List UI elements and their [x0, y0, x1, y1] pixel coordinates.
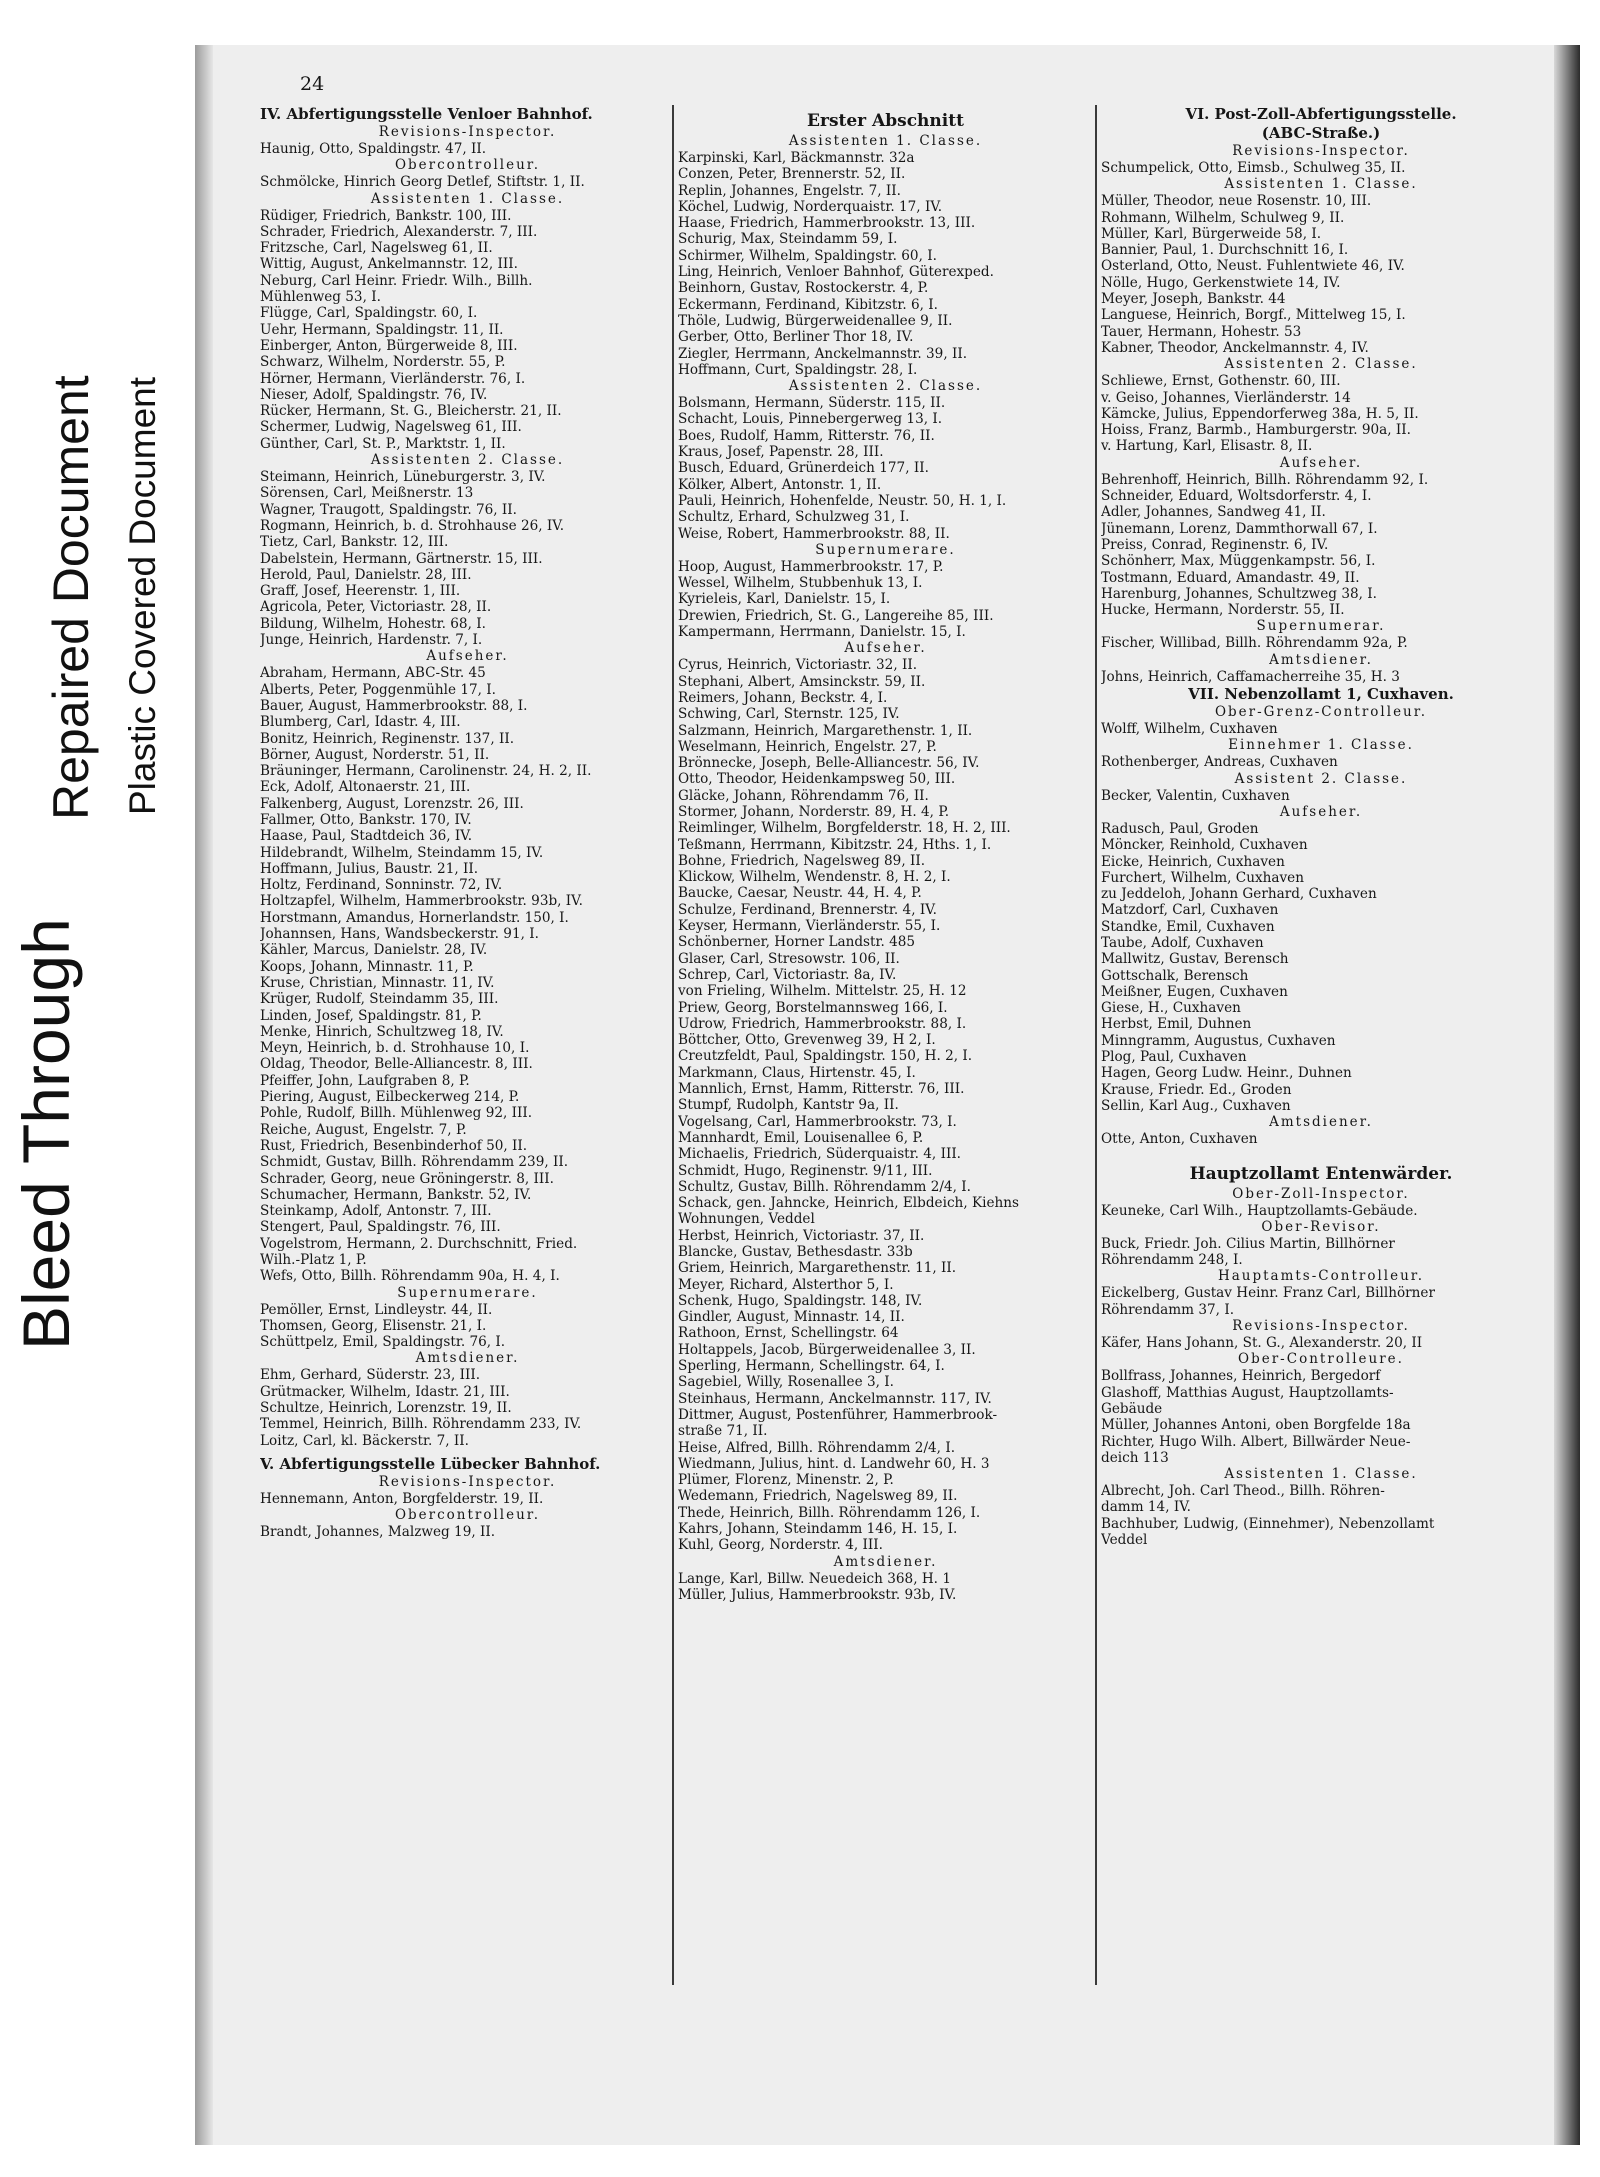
directory-entry: Jünemann, Lorenz, Dammthorwall 67, I.	[1101, 520, 1378, 537]
directory-entry: Bonitz, Heinrich, Reginenstr. 137, II.	[260, 730, 515, 747]
directory-entry: Kähler, Marcus, Danielstr. 28, IV.	[260, 942, 488, 959]
directory-entry: Kruse, Christian, Minnastr. 11, IV.	[260, 974, 495, 991]
subsection-heading: Amtsdiener.	[833, 1553, 938, 1570]
directory-entry: Otte, Anton, Cuxhaven	[1101, 1131, 1258, 1148]
directory-entry: Steimann, Heinrich, Lüneburgerstr. 3, IV.	[260, 469, 546, 486]
subsection-heading: Assistenten 2. Classe.	[788, 378, 983, 395]
directory-entry: Gebäude	[1101, 1400, 1163, 1417]
bleed-through-label: Bleed Through	[9, 918, 83, 1350]
subsection-heading: Revisions-Inspector.	[1232, 1318, 1410, 1335]
directory-entry: Klickow, Wilhelm, Wendenstr. 8, H. 2, I.	[678, 869, 951, 886]
directory-entry: Richter, Hugo Wilh. Albert, Billwärder Neue-	[1101, 1433, 1411, 1450]
directory-entry: Müller, Julius, Hammerbrookstr. 93b, IV.	[678, 1586, 957, 1603]
directory-entry: Bohne, Friedrich, Nagelsweg 89, II.	[678, 852, 926, 869]
directory-entry: Wittig, August, Ankelmannstr. 12, III.	[260, 256, 518, 273]
directory-entry: Veddel	[1101, 1532, 1148, 1548]
subsection-heading: Supernumerar.	[1256, 618, 1386, 635]
directory-entry: Sperling, Hermann, Schellingstr. 64, I.	[678, 1358, 945, 1375]
directory-entry: Blumberg, Carl, Idastr. 4, III.	[260, 714, 461, 731]
directory-entry: Eckermann, Ferdinand, Kibitzstr. 6, I.	[678, 296, 938, 313]
directory-entry: Becker, Valentin, Cuxhaven	[1101, 787, 1290, 804]
directory-entry: Graff, Josef, Heerenstr. 1, III.	[260, 583, 461, 600]
directory-entry: Flügge, Carl, Spaldingstr. 60, I.	[260, 305, 478, 322]
directory-entry: Priew, Georg, Borstelmannsweg 166, I.	[678, 999, 948, 1016]
directory-entry: Menke, Hinrich, Schultzweg 18, IV.	[260, 1023, 504, 1040]
subsection-heading: Supernumerare.	[397, 1284, 538, 1301]
directory-entry: Heise, Alfred, Billh. Röhrendamm 2/4, I.	[678, 1439, 956, 1456]
directory-entry: Schulze, Ferdinand, Brennerstr. 4, IV.	[678, 901, 937, 918]
directory-entry: Reiche, August, Engelstr. 7, P.	[260, 1121, 467, 1138]
directory-entry: Matzdorf, Carl, Cuxhaven	[1101, 902, 1279, 919]
directory-entry: Herbst, Emil, Duhnen	[1101, 1016, 1252, 1033]
directory-entry: Müller, Theodor, neue Rosenstr. 10, III.	[1101, 193, 1372, 210]
directory-entry: Schumpelick, Otto, Eimsb., Schulweg 35, II.	[1101, 160, 1406, 176]
directory-entry: Preiss, Conrad, Reginenstr. 6, IV.	[1101, 536, 1329, 553]
directory-entry: Uehr, Hermann, Spaldingstr. 11, II.	[260, 321, 504, 338]
directory-entry: Börner, August, Norderstr. 51, II.	[260, 746, 490, 763]
directory-entry: v. Hartung, Karl, Elisastr. 8, II.	[1101, 438, 1313, 455]
directory-entry: Schultze, Heinrich, Lorenzstr. 19, II.	[260, 1400, 512, 1417]
directory-entry: Conzen, Peter, Brennerstr. 52, II.	[678, 166, 906, 183]
section-heading: (ABC-Straße.)	[1261, 124, 1381, 142]
section-heading: V. Abfertigungsstelle Lübecker Bahnhof.	[260, 1454, 601, 1473]
directory-entry: Brönnecke, Joseph, Belle-Alliancestr. 56, IV.	[678, 755, 980, 772]
directory-entry: Lange, Karl, Billw. Neuedeich 368, H. 1	[678, 1570, 951, 1587]
directory-entry: Krause, Friedr. Ed., Groden	[1101, 1081, 1292, 1098]
directory-entry: Koops, Johann, Minnastr. 11, P.	[260, 958, 474, 975]
directory-entry: Blancke, Gustav, Bethesdastr. 33b	[678, 1244, 913, 1260]
subsection-heading: Assistenten 1. Classe.	[788, 133, 983, 149]
directory-entry: Hörner, Hermann, Vierländerstr. 76, I.	[260, 370, 526, 387]
directory-entry: Johns, Heinrich, Caffamacherreihe 35, H. 3	[1101, 668, 1400, 685]
subsection-heading: Supernumerare.	[815, 541, 956, 558]
directory-entry: Holtzapfel, Wilhelm, Hammerbrookstr. 93b, IV.	[260, 893, 583, 910]
directory-entry: Schliewe, Ernst, Gothenstr. 60, III.	[1101, 373, 1341, 390]
directory-entry: Hoiss, Franz, Barmb., Hamburgerstr. 90a, II.	[1101, 422, 1411, 439]
directory-entry: Rogmann, Heinrich, b. d. Strohhause 26, IV.	[260, 517, 565, 534]
directory-entry: Hoffmann, Julius, Baustr. 21, II.	[260, 860, 479, 877]
directory-entry: Wiedmann, Julius, hint. d. Landwehr 60, H. 3	[678, 1455, 990, 1472]
directory-entry: Gläcke, Johann, Röhrendamm 76, II.	[678, 787, 929, 804]
directory-entry: Kyrieleis, Karl, Danielstr. 15, I.	[678, 591, 891, 608]
title: Hauptzollamt Entenwärder.	[1189, 1163, 1453, 1184]
directory-entry: Mannlich, Ernst, Hamm, Ritterstr. 76, III.	[678, 1081, 965, 1098]
directory-entry: Harenburg, Johannes, Schultzweg 38, I.	[1101, 585, 1377, 602]
directory-entry: Giese, H., Cuxhaven	[1101, 1000, 1241, 1017]
directory-entry: Schneider, Eduard, Woltsdorferstr. 4, I.	[1101, 488, 1372, 505]
directory-entry: Böttcher, Otto, Grevenweg 39, H 2, I.	[678, 1032, 936, 1049]
directory-entry: Meyer, Richard, Alsterthor 5, I.	[678, 1276, 894, 1293]
directory-entry: Kölker, Albert, Antonstr. 1, II.	[678, 476, 882, 493]
directory-entry: Hagen, Georg Ludw. Heinr., Duhnen	[1101, 1065, 1352, 1082]
directory-entry: Piering, August, Eilbeckerweg 214, P.	[260, 1089, 520, 1106]
directory-entry: Steinkamp, Adolf, Antonstr. 7, III.	[260, 1203, 492, 1220]
directory-entry: Markmann, Claus, Hirtenstr. 45, I.	[678, 1064, 916, 1081]
section-heading: VI. Post-Zoll-Abfertigungsstelle.	[1185, 105, 1457, 123]
directory-entry: Kabner, Theodor, Anckelmannstr. 4, IV.	[1101, 339, 1369, 356]
subsection-heading: Obercontrolleur.	[394, 1507, 541, 1524]
directory-entry: Hildebrandt, Wilhelm, Steindamm 15, IV.	[260, 844, 544, 861]
directory-entry: Karpinski, Karl, Bäckmannstr. 32a	[678, 150, 915, 166]
subsection-heading: Assistenten 1. Classe.	[1224, 1466, 1418, 1483]
directory-entry: Thöle, Ludwig, Bürgerweidenallee 9, II.	[678, 312, 953, 329]
directory-entry: Stormer, Johann, Norderstr. 89, H. 4, P.	[678, 803, 950, 820]
directory-entry: Wilh.-Platz 1, P.	[260, 1252, 367, 1268]
directory-entry: Johannsen, Hans, Wandsbeckerstr. 91, I.	[260, 926, 539, 943]
directory-entry: Glashoff, Matthias August, Hauptzollamts-	[1101, 1384, 1394, 1401]
directory-entry: Gindler, August, Minnastr. 14, II.	[678, 1309, 905, 1326]
directory-entry: Kahrs, Johann, Steindamm 146, H. 15, I.	[678, 1521, 958, 1538]
directory-entry: Holtz, Ferdinand, Sonninstr. 72, IV.	[260, 877, 503, 894]
directory-entry: Tostmann, Eduard, Amandastr. 49, II.	[1101, 569, 1360, 586]
directory-entry: Schmölcke, Hinrich Georg Detlef, Stiftstr. 1, II.	[260, 174, 585, 191]
directory-entry: Holtappels, Jacob, Bürgerweidenallee 3, II.	[678, 1341, 976, 1358]
subsection-heading: Ober-Grenz-Controlleur.	[1214, 704, 1428, 721]
directory-entry: Reimlinger, Wilhelm, Borgfelderstr. 18, H. 2, III.	[678, 820, 1011, 837]
directory-entry: Busch, Eduard, Grünerdeich 177, II.	[678, 460, 929, 477]
directory-entry: Steinhaus, Hermann, Anckelmannstr. 117, IV.	[678, 1390, 992, 1407]
directory-entry: Brandt, Johannes, Malzweg 19, II.	[260, 1524, 496, 1541]
directory-entry: Keyser, Hermann, Vierländerstr. 55, I.	[678, 918, 941, 935]
directory-entry: Nieser, Adolf, Spaldingstr. 76, IV.	[260, 386, 488, 403]
directory-entry: Alberts, Peter, Poggenmühle 17, I.	[260, 681, 496, 698]
directory-entry: Falkenberg, August, Lorenzstr. 26, III.	[260, 795, 524, 812]
directory-entry: Schirmer, Wilhelm, Spaldingstr. 60, I.	[678, 247, 937, 264]
subsection-heading: Amtsdiener.	[415, 1350, 520, 1367]
directory-entry: Fritzsche, Carl, Nagelsweg 61, II.	[260, 240, 493, 257]
directory-entry: Reimers, Johann, Beckstr. 4, I.	[678, 689, 888, 706]
directory-entry: Agricola, Peter, Victoriastr. 28, II.	[260, 599, 492, 616]
directory-entry: Schultz, Gustav, Billh. Röhrendamm 2/4, I.	[678, 1178, 971, 1195]
directory-entry: Schacht, Louis, Pinnebergerweg 13, I.	[678, 411, 943, 428]
column-middle	[678, 105, 1093, 1603]
directory-entry: Schurig, Max, Steindamm 59, I.	[678, 231, 898, 248]
directory-entry: Glaser, Carl, Stresowstr. 106, II.	[678, 950, 900, 967]
section-heading: VII. Nebenzollamt 1, Cuxhaven.	[1188, 685, 1454, 704]
directory-entry: Temmel, Heinrich, Billh. Röhrendamm 233, IV.	[260, 1416, 582, 1433]
subsection-heading: Hauptamts-Controlleur.	[1217, 1268, 1425, 1285]
subsection-heading: Assistenten 2. Classe.	[370, 452, 565, 469]
directory-entry: Replin, Johannes, Engelstr. 7, II.	[678, 182, 901, 199]
directory-entry: Fallmer, Otto, Bankstr. 170, IV.	[260, 811, 472, 828]
directory-entry: Eickelberg, Gustav Heinr. Franz Carl, Billhörner	[1101, 1285, 1435, 1302]
directory-entry: Mühlenweg 53, I.	[260, 289, 381, 306]
directory-entry: Sagebiel, Willy, Rosenallee 3, I.	[678, 1374, 894, 1391]
directory-entry: Tietz, Carl, Bankstr. 12, III.	[260, 534, 449, 551]
directory-entry: Beinhorn, Gustav, Rostockerstr. 4, P.	[678, 280, 929, 297]
directory-entry: Herold, Paul, Danielstr. 28, III.	[260, 566, 472, 583]
directory-entry: Günther, Carl, St. P., Marktstr. 1, II.	[260, 435, 506, 452]
directory-entry: damm 14, IV.	[1101, 1499, 1191, 1516]
directory-entry: Schwarz, Wilhelm, Norderstr. 55, P.	[260, 354, 506, 371]
directory-entry: Buck, Friedr. Joh. Cilius Martin, Billhörner	[1101, 1235, 1395, 1252]
directory-entry: Albrecht, Joh. Carl Theod., Billh. Röhren-	[1101, 1483, 1385, 1500]
column-right	[1101, 105, 1541, 1548]
directory-entry: Rücker, Hermann, St. G., Bleicherstr. 21, II.	[260, 403, 562, 420]
directory-entry: Haunig, Otto, Spaldingstr. 47, II.	[260, 141, 487, 157]
directory-entry: Pemöller, Ernst, Lindleystr. 44, II.	[260, 1301, 493, 1318]
directory-entry: Schwing, Carl, Sternstr. 125, IV.	[678, 706, 900, 723]
directory-entry: Bauer, August, Hammerbrookstr. 88, I.	[260, 697, 528, 714]
directory-entry: Minngramm, Augustus, Cuxhaven	[1101, 1032, 1336, 1049]
directory-entry: Bannier, Paul, 1. Durchschnitt 16, I.	[1101, 242, 1349, 259]
directory-entry: Kraus, Josef, Papenstr. 28, III.	[678, 444, 884, 461]
directory-entry: Wohnungen, Veddel	[678, 1211, 815, 1228]
title: Erster Abschnitt	[807, 111, 964, 131]
directory-entry: Schrep, Carl, Victoriastr. 8a, IV.	[678, 966, 897, 983]
directory-entry: Boes, Rudolf, Hamm, Ritterstr. 76, II.	[678, 427, 935, 444]
directory-entry: Languese, Heinrich, Borgf., Mittelweg 15, I.	[1101, 307, 1406, 324]
directory-entry: Eicke, Heinrich, Cuxhaven	[1101, 853, 1285, 870]
directory-entry: Stumpf, Rudolph, Kantstr 9a, II.	[678, 1097, 899, 1114]
column-rule	[1095, 105, 1097, 1985]
directory-entry: Müller, Johannes Antoni, oben Borgfelde 18a	[1101, 1417, 1411, 1434]
directory-entry: Ziegler, Herrmann, Anckelmannstr. 39, II.	[678, 345, 968, 362]
subsection-heading: Revisions-Inspector.	[1232, 143, 1410, 159]
directory-entry: Bachhuber, Ludwig, (Einnehmer), Nebenzollamt	[1101, 1515, 1435, 1532]
directory-entry: deich 113	[1101, 1449, 1169, 1466]
directory-entry: Hennemann, Anton, Borgfelderstr. 19, II.	[260, 1490, 544, 1507]
directory-entry: Udrow, Friedrich, Hammerbrookstr. 88, I.	[678, 1015, 967, 1032]
directory-entry: Köchel, Ludwig, Norderquaistr. 17, IV.	[678, 198, 943, 215]
directory-entry: Eck, Adolf, Altonaerstr. 21, III.	[260, 779, 471, 796]
directory-entry: Schrader, Georg, neue Gröningerstr. 8, III.	[260, 1170, 554, 1187]
directory-entry: Schack, gen. Jahncke, Heinrich, Elbdeich, Kiehns	[678, 1195, 1019, 1212]
directory-entry: Thede, Heinrich, Billh. Röhrendamm 126, I.	[678, 1504, 981, 1521]
directory-entry: Plümer, Florenz, Minenstr. 2, P.	[678, 1472, 894, 1489]
directory-entry: Krüger, Rudolf, Steindamm 35, III.	[260, 991, 499, 1008]
directory-entry: Stengert, Paul, Spaldingstr. 76, III.	[260, 1219, 501, 1236]
directory-entry: Radusch, Paul, Groden	[1101, 820, 1259, 837]
directory-entry: Hucke, Hermann, Norderstr. 55, II.	[1101, 602, 1345, 619]
directory-entry: Röhrendamm 37, I.	[1101, 1301, 1235, 1318]
directory-entry: Schultz, Erhard, Schulzweg 31, I.	[678, 509, 910, 526]
subsection-heading: Aufseher.	[1279, 803, 1363, 820]
subsection-heading: Einnehmer 1. Classe.	[1228, 737, 1414, 754]
directory-entry: Sörensen, Carl, Meißnerstr. 13	[260, 485, 474, 502]
directory-entry: Schrader, Friedrich, Alexanderstr. 7, III.	[260, 223, 538, 240]
directory-entry: Schmidt, Gustav, Billh. Röhrendamm 239, II.	[260, 1154, 569, 1171]
directory-entry: Dabelstein, Hermann, Gärtnerstr. 15, III.	[260, 550, 543, 567]
directory-entry: Grütmacker, Wilhelm, Idastr. 21, III.	[260, 1383, 510, 1400]
directory-entry: Mannhardt, Emil, Louisenallee 6, P.	[678, 1129, 924, 1146]
directory-entry: Plog, Paul, Cuxhaven	[1101, 1049, 1247, 1066]
directory-entry: zu Jeddeloh, Johann Gerhard, Cuxhaven	[1101, 886, 1377, 903]
directory-entry: Schönberner, Horner Landstr. 485	[678, 934, 916, 951]
directory-entry: Hoffmann, Curt, Spaldingstr. 28, I.	[678, 361, 918, 378]
directory-entry: Bolsmann, Hermann, Süderstr. 115, II.	[678, 395, 946, 412]
directory-entry: Dittmer, August, Postenführer, Hammerbrook-	[678, 1406, 998, 1423]
directory-entry: Neburg, Carl Heinr. Friedr. Wilh., Billh.	[260, 272, 533, 289]
directory-entry: Meyer, Joseph, Bankstr. 44	[1101, 291, 1286, 308]
directory-entry: Kuhl, Georg, Norderstr. 4, III.	[678, 1537, 883, 1554]
subsection-heading: Assistent 2. Classe.	[1234, 770, 1408, 787]
directory-entry: Creutzfeldt, Paul, Spaldingstr. 150, H. 2, I.	[678, 1048, 973, 1065]
directory-entry: Möncker, Reinhold, Cuxhaven	[1101, 837, 1308, 854]
directory-entry: Kampermann, Herrmann, Danielstr. 15, I.	[678, 624, 966, 641]
subsection-heading: Amtsdiener.	[1269, 1114, 1373, 1131]
subsection-heading: Revisions-Inspector.	[378, 1473, 557, 1490]
directory-entry: Taube, Adolf, Cuxhaven	[1101, 934, 1264, 951]
directory-entry: v. Geiso, Johannes, Vierländerstr. 14	[1101, 389, 1351, 406]
directory-entry: Schumacher, Hermann, Bankstr. 52, IV.	[260, 1186, 532, 1203]
directory-entry: Bollfrass, Johannes, Heinrich, Bergedorf	[1101, 1368, 1381, 1385]
directory-entry: Käfer, Hans Johann, St. G., Alexanderstr. 20, II	[1101, 1335, 1423, 1352]
directory-entry: Kämcke, Julius, Eppendorferweg 38a, H. 5, II.	[1101, 405, 1419, 422]
directory-entry: Gerber, Otto, Berliner Thor 18, IV.	[678, 329, 914, 346]
directory-entry: Schmidt, Hugo, Reginenstr. 9/11, III.	[678, 1162, 933, 1179]
directory-entry: Bräuninger, Hermann, Carolinenstr. 24, H. 2, II.	[260, 763, 592, 780]
subsection-heading: Aufseher.	[1279, 454, 1363, 471]
directory-entry: Rohmann, Wilhelm, Schulweg 9, II.	[1101, 209, 1345, 226]
directory-entry: Wagner, Traugott, Spaldingstr. 76, II.	[260, 501, 517, 518]
directory-entry: Keuneke, Carl Wilh., Hauptzollamts-Gebäude.	[1101, 1202, 1418, 1219]
directory-entry: Nölle, Hugo, Gerkenstwiete 14, IV.	[1101, 274, 1341, 291]
margin-labels	[0, 0, 195, 2177]
directory-entry: Schenk, Hugo, Spaldingstr. 148, IV.	[678, 1292, 923, 1309]
directory-entry: Schönherr, Max, Müggenkampstr. 56, I.	[1101, 553, 1376, 570]
directory-entry: Drewien, Friedrich, St. G., Langereihe 85, III.	[678, 607, 994, 624]
directory-entry: Rothenberger, Andreas, Cuxhaven	[1101, 754, 1338, 771]
directory-entry: Hoop, August, Hammerbrookstr. 17, P.	[678, 558, 944, 575]
directory-entry: Mallwitz, Gustav, Berensch	[1101, 951, 1289, 968]
directory-entry: Rust, Friedrich, Besenbinderhof 50, II.	[260, 1137, 528, 1154]
directory-entry: Michaelis, Friedrich, Süderquaistr. 4, III.	[678, 1146, 962, 1163]
directory-entry: Stephani, Albert, Amsinckstr. 59, II.	[678, 673, 926, 690]
subsection-heading: Amtsdiener.	[1269, 651, 1373, 668]
directory-entry: Baucke, Caesar, Neustr. 44, H. 4, P.	[678, 885, 922, 902]
directory-entry: Rathoon, Ernst, Schellingstr. 64	[678, 1325, 899, 1342]
directory-entry: Sellin, Karl Aug., Cuxhaven	[1101, 1097, 1291, 1114]
directory-entry: Wefs, Otto, Billh. Röhrendamm 90a, H. 4, I.	[260, 1268, 560, 1285]
directory-entry: Ehm, Gerhard, Süderstr. 23, III.	[260, 1367, 481, 1384]
directory-entry: Weise, Robert, Hammerbrookstr. 88, II.	[678, 525, 950, 542]
subsection-heading: Revisions-Inspector.	[378, 124, 557, 140]
directory-entry: Wolff, Wilhelm, Cuxhaven	[1101, 721, 1278, 738]
directory-entry: Abraham, Hermann, ABC-Str. 45	[260, 665, 486, 682]
directory-entry: Meißner, Eugen, Cuxhaven	[1101, 983, 1288, 1000]
directory-entry: Pauli, Heinrich, Hohenfelde, Neustr. 50, H. 1, I.	[678, 492, 1007, 509]
subsection-heading: Assistenten 1. Classe.	[1224, 176, 1418, 193]
directory-entry: Loitz, Carl, kl. Bäckerstr. 7, II.	[260, 1432, 469, 1449]
directory-entry: Otto, Theodor, Heidenkampsweg 50, III.	[678, 771, 956, 788]
directory-entry: Furchert, Wilhelm, Cuxhaven	[1101, 869, 1304, 886]
directory-entry: Junge, Heinrich, Hardenstr. 7, I.	[260, 632, 483, 649]
directory-entry: Vogelstrom, Hermann, 2. Durchschnitt, Fried.	[260, 1235, 578, 1252]
directory-entry: Röhrendamm 248, I.	[1101, 1252, 1243, 1269]
directory-entry: Schüttpelz, Emil, Spaldingstr. 76, I.	[260, 1334, 506, 1351]
directory-entry: Adler, Johannes, Sandweg 41, II.	[1101, 504, 1326, 521]
directory-entry: Schermer, Ludwig, Nagelsweg 61, III.	[260, 419, 522, 436]
directory-entry: Ling, Heinrich, Venloer Bahnhof, Güterexped.	[678, 264, 994, 281]
subsection-heading: Ober-Zoll-Inspector.	[1232, 1185, 1410, 1202]
directory-entry: Haase, Friedrich, Hammerbrookstr. 13, III.	[678, 215, 976, 232]
section-heading: IV. Abfertigungsstelle Venloer Bahnhof.	[260, 105, 593, 123]
directory-entry: Pfeiffer, John, Laufgraben 8, P.	[260, 1072, 470, 1089]
directory-entry: Herbst, Heinrich, Victoriastr. 37, II.	[678, 1227, 925, 1244]
directory-entry: Pohle, Rudolf, Billh. Mühlenweg 92, III.	[260, 1105, 533, 1122]
directory-entry: Meyn, Heinrich, b. d. Strohhause 10, I.	[260, 1040, 530, 1057]
directory-entry: von Frieling, Wilhelm. Mittelstr. 25, H. 12	[678, 983, 967, 1000]
repaired-document-label: Repaired Document	[43, 375, 99, 820]
directory-entry: Standke, Emil, Cuxhaven	[1101, 918, 1275, 935]
directory-entry: Tauer, Hermann, Hohestr. 53	[1101, 323, 1302, 340]
directory-entry: Griem, Heinrich, Margarethenstr. 11, II.	[678, 1260, 957, 1277]
directory-entry: Osterland, Otto, Neust. Fuhlentwiete 46, IV.	[1101, 258, 1405, 275]
subsection-heading: Aufseher.	[426, 648, 509, 665]
directory-entry: Einberger, Anton, Bürgerweide 8, III.	[260, 337, 518, 354]
column-left	[260, 105, 675, 1541]
directory-entry: Vogelsang, Carl, Hammerbrookstr. 73, I.	[678, 1113, 957, 1130]
subsection-heading: Obercontrolleur.	[394, 157, 541, 174]
directory-entry: Behrenhoff, Heinrich, Billh. Röhrendamm 92, I.	[1101, 471, 1429, 488]
scanned-page	[195, 45, 1580, 2145]
directory-entry: straße 71, II.	[678, 1423, 768, 1440]
subsection-heading: Aufseher.	[844, 640, 927, 657]
subsection-heading: Ober-Controlleure.	[1238, 1351, 1404, 1368]
directory-entry: Haase, Paul, Stadtdeich 36, IV.	[260, 828, 473, 845]
directory-entry: Horstmann, Amandus, Hornerlandstr. 150, I.	[260, 909, 569, 926]
directory-entry: Linden, Josef, Spaldingstr. 81, P.	[260, 1007, 482, 1024]
directory-entry: Bildung, Wilhelm, Hohestr. 68, I.	[260, 615, 486, 632]
subsection-heading: Ober-Revisor.	[1261, 1218, 1381, 1235]
directory-entry: Fischer, Willibad, Billh. Röhrendamm 92a, P.	[1101, 635, 1408, 652]
directory-entry: Oldag, Theodor, Belle-Alliancestr. 8, III.	[260, 1056, 533, 1073]
directory-entry: Wessel, Wilhelm, Stubbenhuk 13, I.	[678, 575, 923, 592]
directory-entry: Cyrus, Heinrich, Victoriastr. 32, II.	[678, 657, 918, 674]
directory-entry: Salzmann, Heinrich, Margarethenstr. 1, II.	[678, 722, 973, 739]
plastic-covered-label: Plastic Covered Document	[122, 376, 163, 815]
directory-entry: Rüdiger, Friedrich, Bankstr. 100, III.	[260, 207, 512, 224]
directory-entry: Wedemann, Friedrich, Nagelsweg 89, II.	[678, 1488, 958, 1505]
directory-entry: Gottschalk, Berensch	[1101, 967, 1249, 984]
directory-entry: Müller, Karl, Bürgerweide 58, I.	[1101, 225, 1322, 242]
subsection-heading: Assistenten 2. Classe.	[1224, 356, 1418, 373]
subsection-heading: Assistenten 1. Classe.	[370, 190, 565, 207]
directory-entry: Teßmann, Herrmann, Kibitzstr. 24, Hths. 1, I.	[678, 836, 992, 853]
page-number: 24	[300, 73, 325, 95]
directory-entry: Weselmann, Heinrich, Engelstr. 27, P.	[678, 738, 937, 755]
directory-entry: Thomsen, Georg, Elisenstr. 21, I.	[260, 1317, 487, 1334]
